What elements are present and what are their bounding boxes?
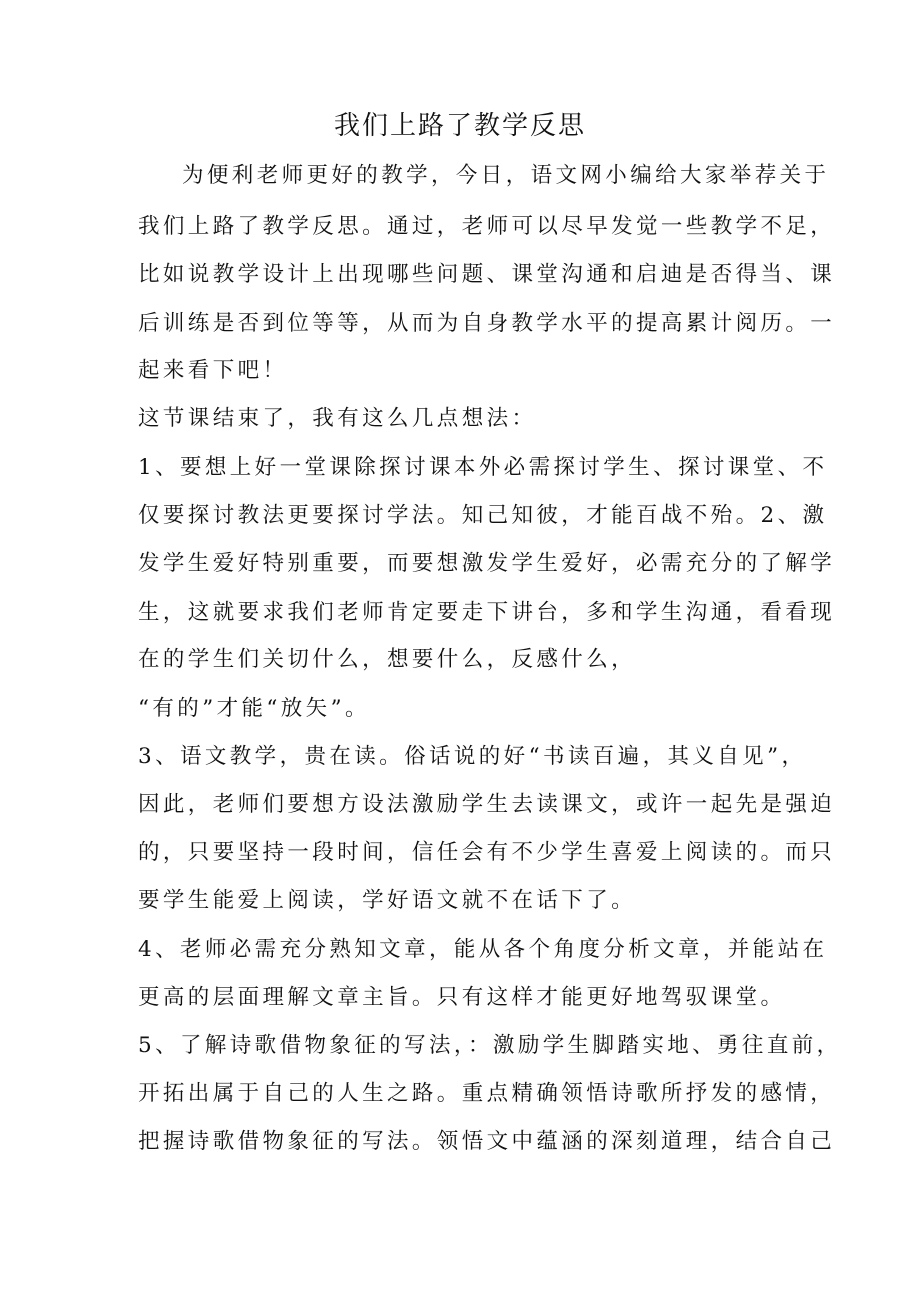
paragraph-line: 仅要探讨教法更要探讨学法。知己知彼，才能百战不殆。2、激	[138, 503, 828, 528]
paragraph-line: 比如说教学设计上出现哪些问题、课堂沟通和启迪是否得当、课	[138, 262, 836, 287]
paragraph-line: 的，只要坚持一段时间，信任会有不少学生喜爱上阅读的。而只	[138, 840, 836, 865]
paragraph-line: 开拓出属于自己的人生之路。重点精确领悟诗歌所抒发的感情，	[138, 1081, 836, 1106]
paragraph-line: 我们上路了教学反思。通过，老师可以尽早发觉一些教学不足，	[138, 214, 836, 239]
paragraph-line: 发学生爱好特别重要，而要想激发学生爱好，必需充分的了解学	[138, 551, 836, 576]
paragraph-line: 在的学生们关切什么，想要什么，反感什么，	[138, 647, 637, 672]
paragraph-line: 要学生能爱上阅读，学好语文就不在话下了。	[138, 888, 637, 913]
paragraph-line: 把握诗歌借物象征的写法。领悟文中蕴涵的深刻道理，结合自己	[138, 1129, 836, 1154]
paragraph-line: 生，这就要求我们老师肯定要走下讲台，多和学生沟通，看看现	[138, 600, 836, 625]
paragraph-line: 5、了解诗歌借物象征的写法，：激励学生脚踏实地、勇往直前，	[138, 1033, 842, 1058]
paragraph-line: 起来看下吧！	[138, 358, 288, 383]
paragraph-line: “有的”才能“放矢”。	[138, 696, 370, 721]
paragraph-line: 后训练是否到位等等，从而为自身教学水平的提高累计阅历。一	[138, 311, 836, 336]
paragraph-line: 4、老师必需充分熟知文章，能从各个角度分析文章，并能站在	[138, 937, 828, 962]
paragraph-line: 这节课结束了，我有这么几点想法：	[138, 406, 537, 431]
paragraph-line: 为便利老师更好的教学，今日，语文网小编给大家举荐关于	[182, 163, 830, 188]
paragraph-line: 1、要想上好一堂课除探讨课本外必需探讨学生、探讨课堂、不	[138, 455, 828, 480]
paragraph-line: 因此，老师们要想方设法激励学生去读课文，或许一起先是强迫	[138, 792, 836, 817]
paragraph-line: 更高的层面理解文章主旨。只有这样才能更好地驾驭课堂。	[138, 985, 786, 1010]
paragraph-line: 3、语文教学，贵在读。俗话说的好“书读百遍，其义自见”，	[138, 744, 807, 769]
document-title: 我们上路了教学反思	[333, 111, 586, 141]
